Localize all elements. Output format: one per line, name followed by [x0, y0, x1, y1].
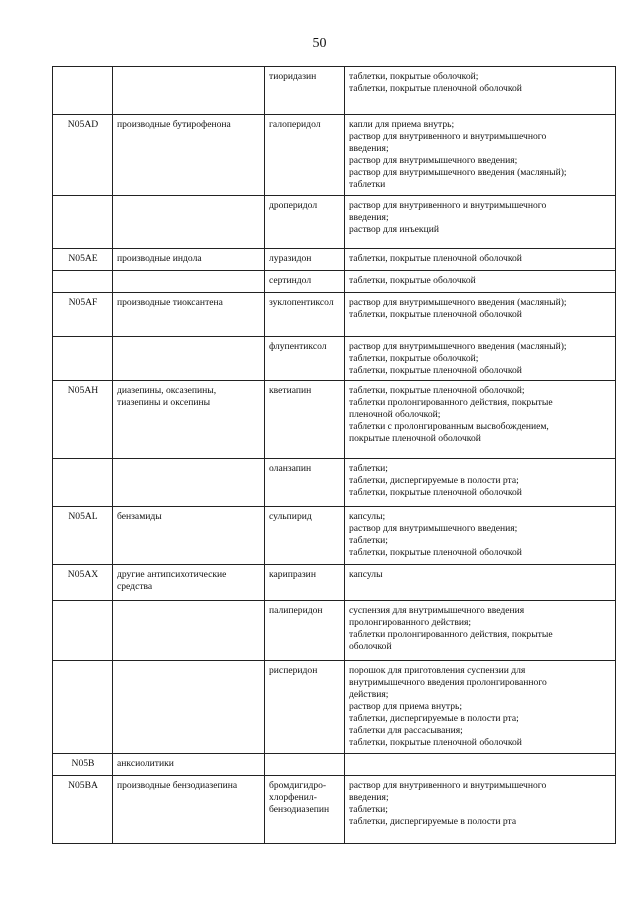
drug-name-cell: сертиндол	[265, 270, 345, 292]
dosage-forms-cell	[345, 270, 616, 292]
dosage-form-line: таблетки, покрытые пленочной оболочкой	[349, 547, 522, 559]
table-row	[53, 660, 616, 753]
drug-name-cell: рисперидон	[265, 660, 345, 753]
dosage-form-line: таблетки пролонгированного действия, покрытые	[349, 629, 553, 641]
drug-name-cell: дроперидол	[265, 195, 345, 248]
atc-code-cell: N05AD	[53, 115, 113, 196]
group-name-cell	[113, 270, 265, 292]
table-row	[53, 292, 616, 336]
dosage-forms-cell	[345, 600, 616, 660]
group-name-cell: производные бензодиазепина	[113, 775, 265, 843]
group-name-cell: бензамиды	[113, 506, 265, 564]
dosage-form-line: таблетки	[349, 179, 386, 191]
dosage-form-line: таблетки, диспергируемые в полости рта;	[349, 713, 519, 725]
dosage-form-line: раствор для внутримышечного введения;	[349, 155, 518, 167]
dosage-form-line: таблетки, покрытые пленочной оболочкой;	[349, 384, 525, 396]
atc-code-cell: N05AH	[53, 380, 113, 458]
group-name-cell: другие антипсихотические средства	[113, 564, 265, 600]
dosage-form-line: таблетки, покрытые пленочной оболочкой	[349, 308, 522, 320]
dosage-form-line: раствор для внутривенного и внутримышечного	[349, 199, 547, 211]
dosage-form-line: суспензия для внутримышечного введения	[349, 604, 525, 616]
drug-name-cell: палиперидон	[265, 600, 345, 660]
dosage-form-line: таблетки, диспергируемые в полости рта;	[349, 474, 519, 486]
dosage-form-line: раствор для внутримышечного введения (масляный);	[349, 296, 567, 308]
table-row	[53, 506, 616, 564]
table-row	[53, 753, 616, 775]
dosage-form-line: раствор для внутримышечного введения (масляный);	[349, 167, 567, 179]
dosage-form-line: оболочкой	[349, 641, 392, 653]
atc-code-cell	[53, 458, 113, 506]
dosage-form-line: таблетки, покрытые пленочной оболочкой	[349, 737, 522, 749]
dosage-form-line: раствор для приема внутрь;	[349, 701, 463, 713]
dosage-form-line: раствор для внутримышечного введения (масляный);	[349, 340, 567, 352]
atc-code-cell: N05AF	[53, 292, 113, 336]
atc-code-cell: N05BA	[53, 775, 113, 843]
table-row	[53, 564, 616, 600]
dosage-form-line: таблетки, покрытые пленочной оболочкой	[349, 487, 522, 499]
table-row	[53, 600, 616, 660]
dosage-forms-cell	[345, 195, 616, 248]
dosage-form-line: введения;	[349, 143, 389, 155]
drug-name-cell: тиоридазин	[265, 67, 345, 115]
table-row	[53, 195, 616, 248]
medicines-table	[52, 66, 616, 844]
table-row	[53, 380, 616, 458]
dosage-form-line: введения;	[349, 791, 389, 803]
dosage-forms-cell	[345, 248, 616, 270]
dosage-form-line: покрытые пленочной оболочкой	[349, 433, 481, 445]
drug-name-cell: флупентиксол	[265, 336, 345, 380]
dosage-form-line: введения;	[349, 211, 389, 223]
dosage-form-line: таблетки;	[349, 535, 388, 547]
atc-code-cell	[53, 660, 113, 753]
table-row	[53, 67, 616, 115]
dosage-forms-cell	[345, 115, 616, 196]
atc-code-cell: N05B	[53, 753, 113, 775]
table-row	[53, 248, 616, 270]
drug-name-cell: карипразин	[265, 564, 345, 600]
group-name-cell	[113, 660, 265, 753]
group-name-cell	[113, 67, 265, 115]
dosage-form-line: таблетки, покрытые оболочкой	[349, 274, 476, 286]
dosage-form-line: действия;	[349, 689, 389, 701]
drug-name-cell: сульпирид	[265, 506, 345, 564]
group-name-cell	[113, 336, 265, 380]
drug-name-cell: кветиапин	[265, 380, 345, 458]
dosage-forms-cell	[345, 67, 616, 115]
dosage-form-line: раствор для внутривенного и внутримышечного	[349, 779, 547, 791]
atc-code-cell: N05AE	[53, 248, 113, 270]
dosage-form-line: таблетки, покрытые пленочной оболочкой	[349, 83, 522, 95]
dosage-form-line: раствор для инъекций	[349, 223, 439, 235]
dosage-form-line: таблетки, покрытые пленочной оболочкой	[349, 364, 522, 376]
dosage-forms-cell	[345, 380, 616, 458]
dosage-forms-cell	[345, 753, 616, 775]
table-row	[53, 775, 616, 843]
group-name-cell: производные бутирофенона	[113, 115, 265, 196]
dosage-forms-cell	[345, 775, 616, 843]
drug-name-cell: оланзапин	[265, 458, 345, 506]
table-row	[53, 115, 616, 196]
dosage-form-line: пролонгированного действия;	[349, 616, 472, 628]
drug-name-cell: зуклопентиксол	[265, 292, 345, 336]
dosage-form-line: таблетки;	[349, 462, 388, 474]
dosage-form-line: капсулы	[349, 568, 383, 580]
drug-name-cell: луразидон	[265, 248, 345, 270]
table-row	[53, 270, 616, 292]
dosage-form-line: таблетки для рассасывания;	[349, 725, 463, 737]
dosage-form-line: таблетки с пролонгированным высвобождением,	[349, 421, 549, 433]
atc-code-cell: N05AX	[53, 564, 113, 600]
atc-code-cell	[53, 67, 113, 115]
dosage-forms-cell	[345, 564, 616, 600]
dosage-form-line: таблетки пролонгированного действия, покрытые	[349, 396, 553, 408]
group-name-cell	[113, 600, 265, 660]
dosage-form-line: раствор для внутримышечного введения;	[349, 522, 518, 534]
atc-code-cell	[53, 270, 113, 292]
group-name-cell	[113, 195, 265, 248]
dosage-forms-cell	[345, 292, 616, 336]
group-name-cell: производные индола	[113, 248, 265, 270]
drug-name-cell: галоперидол	[265, 115, 345, 196]
dosage-forms-cell	[345, 458, 616, 506]
group-name-cell: диазепины, оксазепины, тиазепины и оксепины	[113, 380, 265, 458]
group-name-cell	[113, 458, 265, 506]
dosage-forms-cell	[345, 660, 616, 753]
dosage-form-line: пленочной оболочкой;	[349, 409, 441, 421]
dosage-form-line: таблетки, покрытые оболочкой;	[349, 71, 479, 82]
group-name-cell: производные тиоксантена	[113, 292, 265, 336]
dosage-form-line: внутримышечного введения пролонгированного	[349, 676, 547, 688]
table-row	[53, 458, 616, 506]
dosage-forms-cell	[345, 506, 616, 564]
dosage-form-line: капли для приема внутрь;	[349, 119, 455, 130]
page-number: 50	[312, 36, 327, 51]
dosage-form-line: таблетки, покрытые пленочной оболочкой	[349, 252, 522, 264]
atc-code-cell	[53, 336, 113, 380]
dosage-form-line: раствор для внутривенного и внутримышечного	[349, 131, 547, 143]
group-name-cell: анксиолитики	[113, 753, 265, 775]
table-body	[53, 67, 616, 844]
atc-code-cell: N05AL	[53, 506, 113, 564]
dosage-form-line: порошок для приготовления суспензии для	[349, 664, 526, 676]
dosage-form-line: таблетки, диспергируемые в полости рта	[349, 815, 517, 827]
table-row	[53, 336, 616, 380]
dosage-form-line: таблетки, покрытые оболочкой;	[349, 352, 479, 364]
dosage-form-line: таблетки;	[349, 803, 388, 815]
dosage-form-line: капсулы;	[349, 510, 386, 522]
drug-name-cell: бромдигидро-хлорфенил-бензодиазепин	[265, 775, 345, 843]
dosage-forms-cell	[345, 336, 616, 380]
atc-code-cell	[53, 195, 113, 248]
drug-name-cell	[265, 753, 345, 775]
atc-code-cell	[53, 600, 113, 660]
